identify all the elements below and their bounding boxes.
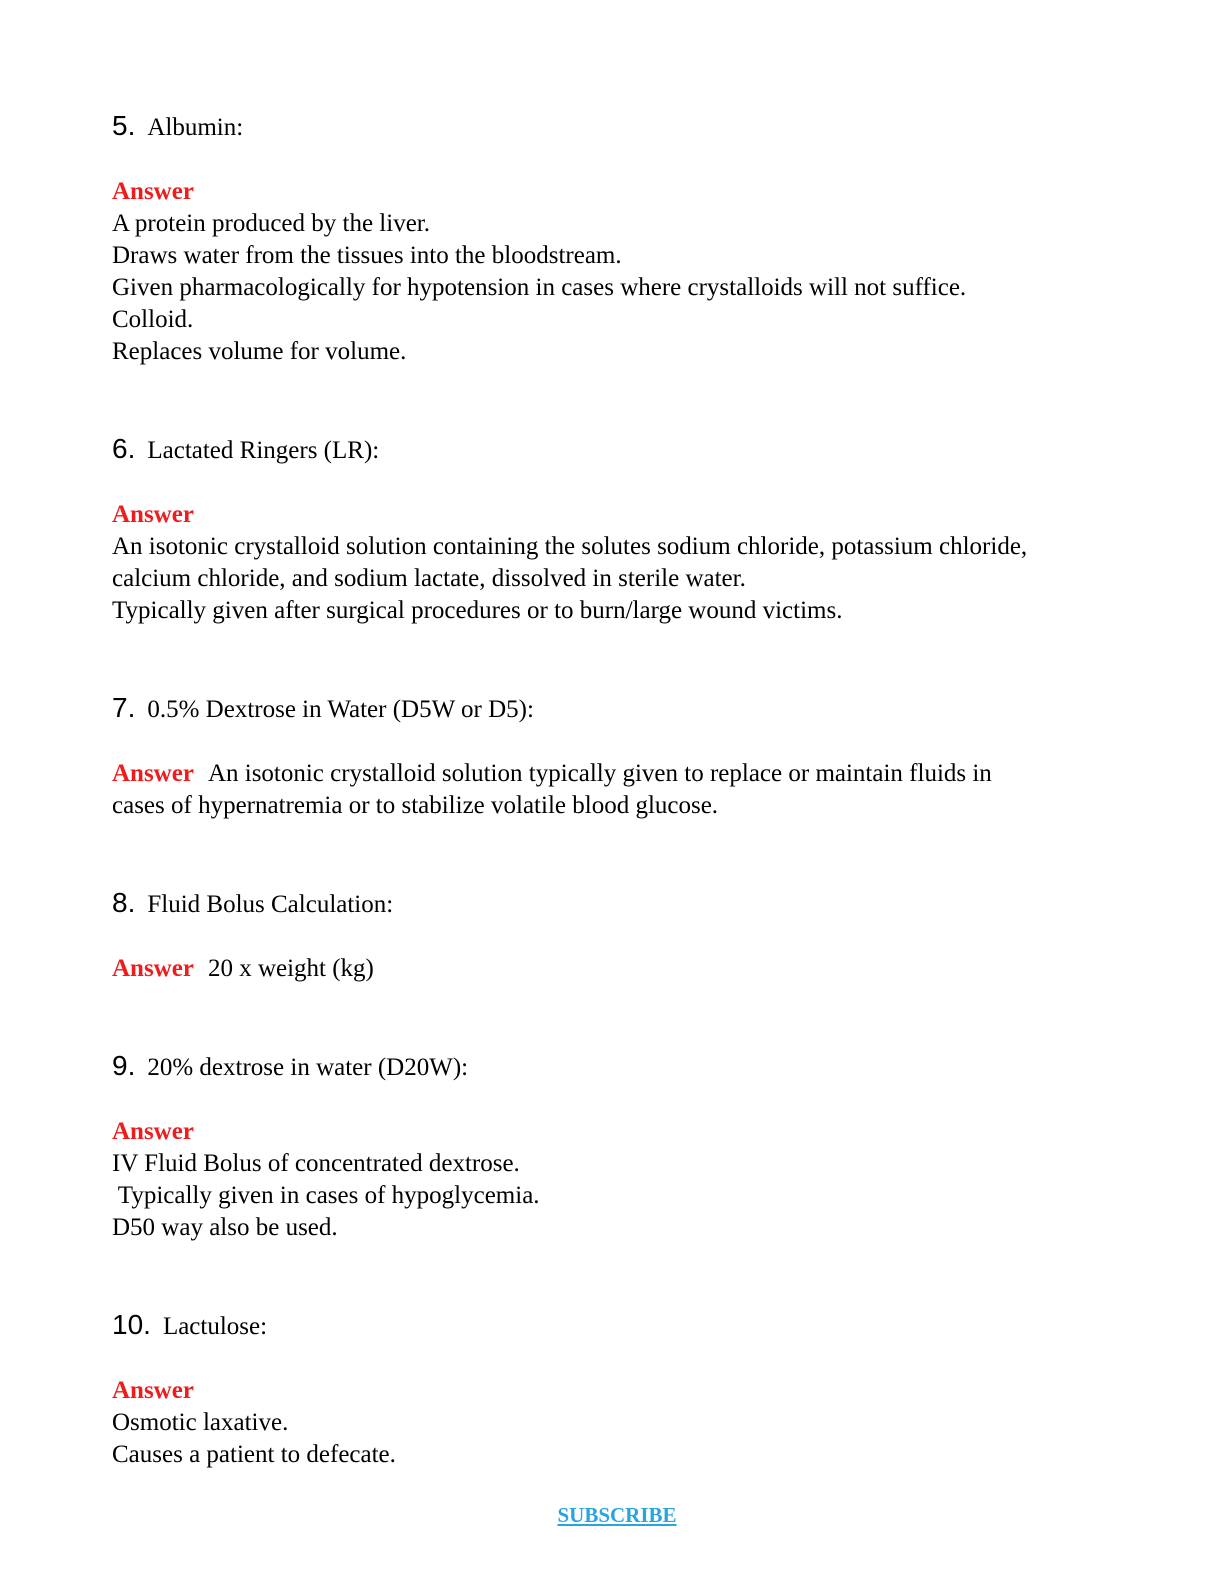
answer-label: Answer	[112, 501, 194, 528]
answer-line: calcium chloride, and sodium lactate, dissolved in sterile water.	[112, 565, 746, 592]
question-number: 7.	[112, 692, 136, 723]
qa-item-9	[112, 1050, 1122, 1244]
answer-block	[112, 176, 1122, 368]
question-line	[112, 692, 1122, 726]
qa-item-7	[112, 692, 1122, 822]
answer-label: Answer	[112, 1118, 194, 1145]
subscribe-link[interactable]: SUBSCRIBE	[557, 1503, 677, 1527]
qa-item-5	[112, 110, 1122, 368]
answer-line: Causes a patient to defecate.	[112, 1441, 396, 1468]
answer-label: Answer	[112, 760, 194, 787]
answer-block	[112, 1116, 1122, 1244]
answer-line: An isotonic crystalloid solution containing the solutes sodium chloride, potassium chloride,	[112, 533, 1028, 560]
qa-item-10	[112, 1309, 1122, 1471]
question-number: 6.	[112, 433, 136, 464]
answer-label: Answer	[112, 178, 194, 205]
question-text: 0.5% Dextrose in Water (D5W or D5):	[147, 696, 534, 723]
answer-line: Typically given in cases of hypoglycemia.	[112, 1182, 540, 1209]
answer-text: 20 x weight (kg)	[207, 955, 374, 982]
answer-first-line	[112, 758, 1122, 790]
question-text: Fluid Bolus Calculation:	[147, 891, 394, 918]
answer-block	[112, 953, 1122, 985]
question-number: 10.	[112, 1309, 151, 1340]
answer-line: Replaces volume for volume.	[112, 338, 407, 365]
question-line	[112, 887, 1122, 921]
question-line	[112, 433, 1122, 467]
question-text: 20% dextrose in water (D20W):	[147, 1054, 469, 1081]
question-number: 9.	[112, 1050, 136, 1081]
answer-block	[112, 758, 1122, 822]
question-line	[112, 1050, 1122, 1084]
answer-line: Colloid.	[112, 306, 194, 333]
qa-item-6	[112, 433, 1122, 627]
qa-item-8	[112, 887, 1122, 985]
answer-line: cases of hypernatremia or to stabilize volatile blood glucose.	[112, 792, 719, 819]
answer-block	[112, 1375, 1122, 1471]
question-text: Lactulose:	[162, 1313, 268, 1340]
answer-line: Osmotic laxative.	[112, 1409, 289, 1436]
question-line	[112, 110, 1122, 144]
answer-label: Answer	[112, 1377, 194, 1404]
answer-line: D50 way also be used.	[112, 1214, 338, 1241]
question-number: 8.	[112, 887, 136, 918]
answer-line: Typically given after surgical procedures or to burn/large wound victims.	[112, 597, 843, 624]
answer-first-line	[112, 953, 1122, 985]
question-line	[112, 1309, 1122, 1343]
answer-block	[112, 499, 1122, 627]
question-text: Albumin:	[147, 114, 244, 141]
answer-line: IV Fluid Bolus of concentrated dextrose.	[112, 1150, 520, 1177]
answer-line: A protein produced by the liver.	[112, 210, 430, 237]
question-number: 5.	[112, 110, 136, 141]
question-text: Lactated Ringers (LR):	[147, 437, 380, 464]
answer-label: Answer	[112, 955, 194, 982]
answer-line: Draws water from the tissues into the bloodstream.	[112, 242, 622, 269]
answer-line: Given pharmacologically for hypotension in cases where crystalloids will not suffice.	[112, 274, 967, 301]
answer-text: An isotonic crystalloid solution typically given to replace or maintain fluids in	[207, 760, 992, 787]
